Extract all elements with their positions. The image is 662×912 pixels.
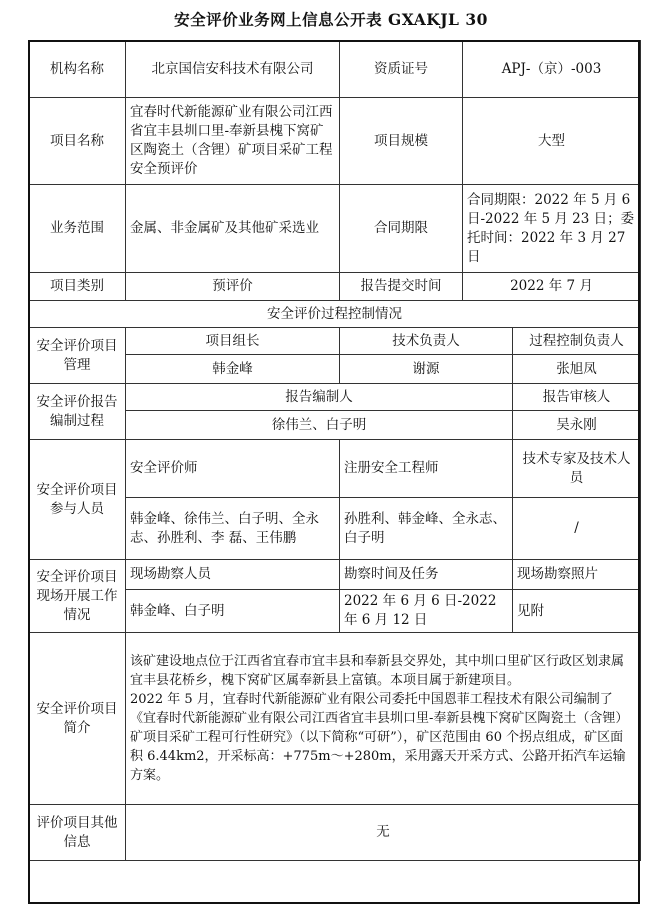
summary-paragraph-2: 2022 年 5 月，宜春时代新能源矿业有限公司委托中国恩菲工程技术有限公司编制了《宜春时代新能源矿业有限公司江西省宜丰县圳口里-奉新县槐下窝矿区陶瓷土（含锂）矿项目采矿工程可行性研究》（以下简称“可研”），矿区范围由 60 个拐点组成，矿区面积 6.44km2，开采标高：+775m～+280m，采用露天开采方式、公路开拓汽车运输方案。 bbox=[130, 692, 629, 783]
expert-value: / bbox=[513, 498, 641, 560]
org-label: 机构名称 bbox=[29, 41, 126, 98]
project-value: 宜春时代新能源矿业有限公司江西省宜丰县圳口里-奉新县槐下窝矿区陶瓷土（含锂）矿项目采矿工程安全预评价 bbox=[126, 98, 340, 185]
control-value: 张旭凤 bbox=[513, 355, 641, 384]
leader-value: 韩金峰 bbox=[126, 355, 340, 384]
other-label: 评价项目其他信息 bbox=[29, 805, 126, 861]
cert-value: APJ-（京）-003 bbox=[463, 41, 641, 98]
staff-header: 现场勘察人员 bbox=[126, 560, 340, 590]
control-header: 过程控制负责人 bbox=[513, 328, 641, 355]
submit-label: 报告提交时间 bbox=[340, 273, 463, 301]
reviewer-header: 报告审核人 bbox=[513, 384, 641, 411]
management-label: 安全评价项目管理 bbox=[29, 328, 126, 384]
tech-header: 技术负责人 bbox=[340, 328, 513, 355]
summary-paragraph-1: 该矿建设地点位于江西省宜春市宜丰县和奉新县交界处，其中圳口里矿区行政区划隶属宜丰县花桥乡，槐下窝矿区属奉新县上富镇。本项目属于新建项目。 bbox=[130, 654, 625, 688]
leader-header: 项目组长 bbox=[126, 328, 340, 355]
submit-value: 2022 年 7 月 bbox=[463, 273, 641, 301]
engineer-value: 孙胜利、韩金峰、全永志、白子明 bbox=[340, 498, 513, 560]
evaluator-header: 安全评价师 bbox=[126, 440, 340, 498]
site-label: 安全评价项目现场开展工作情况 bbox=[29, 560, 126, 633]
staff-value: 韩金峰、白子明 bbox=[126, 590, 340, 633]
engineer-header: 注册安全工程师 bbox=[340, 440, 513, 498]
evaluator-value: 韩金峰、徐伟兰、白子明、全永志、孙胜利、李 磊、王伟鹏 bbox=[126, 498, 340, 560]
scale-label: 项目规模 bbox=[340, 98, 463, 185]
process-header: 安全评价过程控制情况 bbox=[29, 301, 641, 328]
time-value: 2022 年 6 月 6 日-2022 年 6 月 12 日 bbox=[340, 590, 513, 633]
page-title: 安全评价业务网上信息公开表 GXAKJL 30 bbox=[174, 10, 488, 29]
cert-label: 资质证号 bbox=[340, 41, 463, 98]
category-value: 预评价 bbox=[126, 273, 340, 301]
project-label: 项目名称 bbox=[29, 98, 126, 185]
participants-label: 安全评价项目参与人员 bbox=[29, 440, 126, 560]
time-header: 勘察时间及任务 bbox=[340, 560, 513, 590]
photo-header: 现场勘察照片 bbox=[513, 560, 641, 590]
photo-value: 见附 bbox=[513, 590, 641, 633]
scale-value: 大型 bbox=[463, 98, 641, 185]
business-value: 金属、非金属矿及其他矿采选业 bbox=[126, 185, 340, 273]
writer-value: 徐伟兰、白子明 bbox=[126, 411, 513, 440]
table-frame bbox=[28, 40, 640, 904]
writer-header: 报告编制人 bbox=[126, 384, 513, 411]
tech-value: 谢源 bbox=[340, 355, 513, 384]
period-value: 合同期限：2022 年 5 月 6 日-2022 年 5 月 23 日；委托时间：2022 年 3 月 27 日 bbox=[463, 185, 641, 273]
reviewer-value: 吴永刚 bbox=[513, 411, 641, 440]
org-value: 北京国信安科技术有限公司 bbox=[126, 41, 340, 98]
period-label: 合同期限 bbox=[340, 185, 463, 273]
summary-label: 安全评价项目简介 bbox=[29, 633, 126, 805]
business-label: 业务范围 bbox=[29, 185, 126, 273]
category-label: 项目类别 bbox=[29, 273, 126, 301]
other-value: 无 bbox=[126, 805, 641, 861]
expert-header: 技术专家及技术人员 bbox=[513, 440, 641, 498]
report-label: 安全评价报告编制过程 bbox=[29, 384, 126, 440]
